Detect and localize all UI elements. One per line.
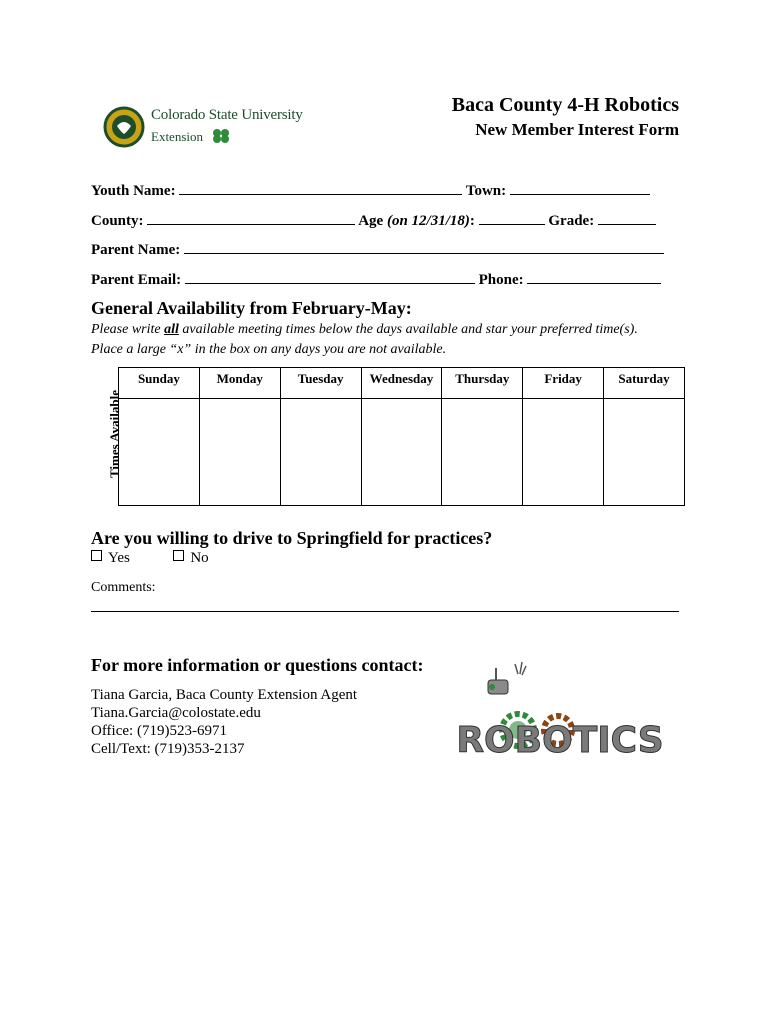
no-checkbox[interactable]	[173, 550, 184, 561]
csu-extension-logo	[103, 104, 313, 150]
times-cell-tuesday[interactable]	[280, 399, 361, 506]
table-row	[119, 399, 685, 506]
driving-heading: Are you willing to drive to Springfield for practices?	[91, 528, 493, 548]
yes-label: Yes	[108, 550, 130, 566]
logo-university-name: Colorado State University	[151, 107, 303, 123]
day-header-thursday: Thursday	[442, 368, 523, 399]
form-title: Baca County 4-H Robotics	[451, 94, 679, 116]
contact-heading: For more information or questions contact:	[91, 655, 424, 675]
comments-label: Comments:	[91, 580, 156, 595]
times-cell-saturday[interactable]	[604, 399, 685, 506]
parent-name-field[interactable]	[184, 239, 664, 254]
four-h-clover-icon	[212, 128, 230, 144]
day-header-sunday: Sunday	[119, 368, 200, 399]
contact-cell-phone: Cell/Text: (719)353-2137	[91, 741, 245, 757]
youth-name-field[interactable]	[179, 180, 462, 195]
logo-extension-label: Extension	[151, 128, 230, 145]
age-field[interactable]	[479, 210, 545, 225]
county-field[interactable]	[147, 210, 355, 225]
day-header-tuesday: Tuesday	[280, 368, 361, 399]
driving-options	[91, 550, 209, 567]
day-header-friday: Friday	[523, 368, 604, 399]
contact-office-phone: Office: (719)523-6971	[91, 723, 227, 739]
day-header-monday: Monday	[199, 368, 280, 399]
contact-name: Tiana Garcia, Baca County Extension Agent	[91, 687, 358, 703]
phone-field[interactable]	[527, 269, 661, 284]
no-label: No	[190, 550, 209, 566]
table-header-row	[119, 368, 685, 399]
csu-seal-icon	[103, 106, 145, 148]
times-cell-sunday[interactable]	[119, 399, 200, 506]
grade-field[interactable]	[598, 210, 656, 225]
day-header-saturday: Saturday	[604, 368, 685, 399]
times-available-label: Times Available	[107, 390, 122, 478]
yes-checkbox[interactable]	[91, 550, 102, 561]
contact-block	[91, 686, 357, 758]
svg-text:ROBOTICS: ROBOTICS	[456, 720, 664, 760]
times-cell-wednesday[interactable]	[361, 399, 442, 506]
availability-instructions: Please write all available meeting times below the days available and star your preferred time(s). Place a large “x” in the box on any days you are not available.	[91, 322, 638, 357]
parent-name-row: Parent Name:	[91, 239, 664, 259]
parent-email-row: Parent Email: Phone:	[91, 269, 661, 289]
times-cell-friday[interactable]	[523, 399, 604, 506]
availability-heading: General Availability from February-May:	[91, 298, 412, 318]
youth-name-row: Youth Name: Town:	[91, 180, 650, 200]
day-header-wednesday: Wednesday	[361, 368, 442, 399]
availability-table	[118, 367, 685, 506]
robotics-logo	[440, 660, 680, 760]
contact-email[interactable]: Tiana.Garcia@colostate.edu	[91, 705, 261, 721]
comments-field[interactable]	[91, 603, 679, 612]
parent-email-field[interactable]	[185, 269, 475, 284]
times-cell-thursday[interactable]	[442, 399, 523, 506]
times-cell-monday[interactable]	[199, 399, 280, 506]
town-field[interactable]	[510, 180, 650, 195]
county-row: County: Age (on 12/31/18): Grade:	[91, 210, 656, 230]
form-subtitle: New Member Interest Form	[475, 120, 679, 139]
robot-gear-icon	[440, 660, 680, 760]
